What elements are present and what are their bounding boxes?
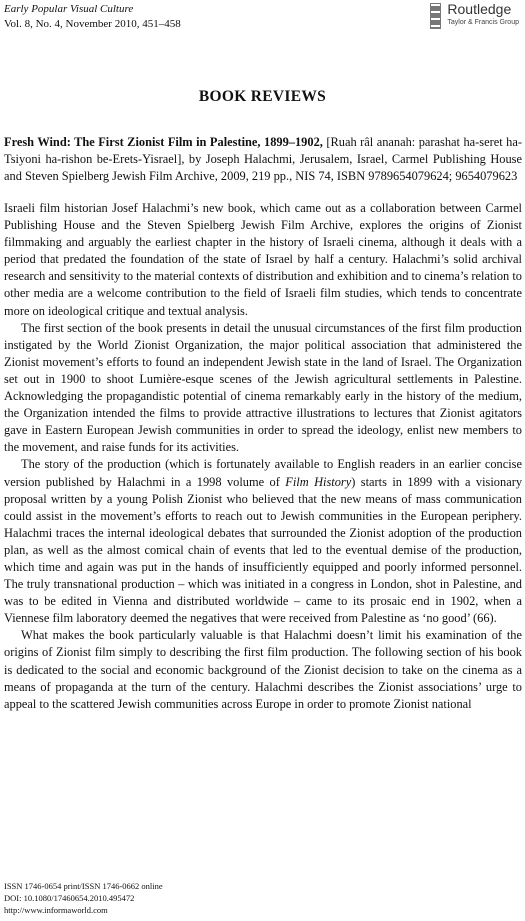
journal-name: Early Popular Visual Culture — [4, 3, 134, 15]
paragraph: What makes the book particularly valuable is that Halachmi doesn’t limit his examination of the origins of Zionist film simply to describing the first film production. The following section of his book is dedicated to the social and economic background of the Zionist decision to take on the cinema as a means of propaganda at the turn of the century. Halachmi describes the Zionist associations’ urge to appeal to the scattered Jewish communities across Europe in order to promote Zionist national — [4, 628, 522, 711]
page-footer — [4, 880, 163, 916]
paragraph-text: ) starts in 1899 with a visionary proposal written by a young Polish Zionist who believed that the new means of mass communication could assist in the movement’s efforts to reach out to Jewish communities in the European periphery. Halachmi traces the internal ideological debates that surrounded the Zionist adoption of the production plan, as well as the almost comical chain of events that led to the eventual demise of the production, which time and again was put in the hands of insufficiently equipped and poorly informed personnel. The truly transnational production – which was initiated in a congress in London, shot in Palestine, and was to be edited in Vienna and distributed worldwide – came to its prosaic end in 1902, when a Viennese film laboratory deemed the negatives that were received from Palestine as ‘no good’ (66). — [4, 474, 523, 626]
paragraph: Israeli film historian Josef Halachmi’s new book, which came out as a collaboration between Carmel Publishing House and the Steven Spielberg Jewish Film Archive, explores the origins of Zionist filmmaking and arguably the earliest chapter in the history of Israeli cinema, although it deals with a period that predated the foundation of the state of Israel by half a century. Halachmi’s solid archival research and sensitivity to the material contexts of distribution and exhibition and to cinema’s relation to other media are a welcome contribution to the field of Israeli film studies, which tends to concentrate more on ideological critique and textual analysis. — [4, 201, 522, 318]
publisher-logo — [430, 2, 519, 29]
issue-info: Vol. 8, No. 4, November 2010, 451–458 — [4, 18, 181, 30]
issn: ISSN 1746-0654 print/ISSN 1746-0662 online — [4, 881, 163, 891]
section-title: BOOK REVIEWS — [198, 88, 327, 105]
publisher-wordmark — [447, 2, 519, 27]
paragraph-text: The story of the production (which is fortunately available to English readers in an earlier concise version published by Halachmi in a 1998 volume of — [4, 457, 522, 489]
publisher-tagline: Taylor & Francis Group — [447, 19, 519, 26]
book-details: [Ruah râl ananah: parashat ha-seret ha-Tsiyoni ha-rishon be-Erets-Yisrael], by Joseph Halachmi, Jerusalem, Israel, Carmel Publishing House and Steven Spielberg Jewish Film Archive, 2009, 219 pp., NIS 74, ISBN 9789654079624; 9654079623 — [4, 135, 522, 183]
journal-reference: Film History — [285, 474, 352, 489]
journal-header — [4, 2, 181, 32]
publisher-name: Routledge — [447, 1, 512, 17]
publisher-url[interactable]: http://www.informaworld.com — [4, 905, 108, 915]
book-title: Fresh Wind: The First Zionist Film in Palestine, 1899–1902, — [4, 135, 323, 149]
paragraph — [4, 456, 522, 627]
routledge-logo-icon — [430, 3, 441, 29]
review-body — [4, 200, 522, 713]
paragraph: The first section of the book presents in detail the unusual circumstances of the first film production instigated by the World Zionist Organization, the major political association that administered the Zionist movement’s efforts to found an independent Jewish state in the land of Israel. The Organization set out in 1900 to shoot Lumière-esque scenes of the Jewish agricultural settlements in Palestine. Acknowledging the propagandistic potential of cinema remarkably early in the history of the medium, the Organization intended the films to provide attractive illustrations to lectures that Zionist agitators gave in Eastern European Jewish communities in order to spread the ideology, enlist new members to the movement, and raise funds for its activities. — [4, 320, 522, 455]
book-citation — [4, 134, 522, 185]
doi: DOI: 10.1080/17460654.2010.495472 — [4, 893, 135, 903]
